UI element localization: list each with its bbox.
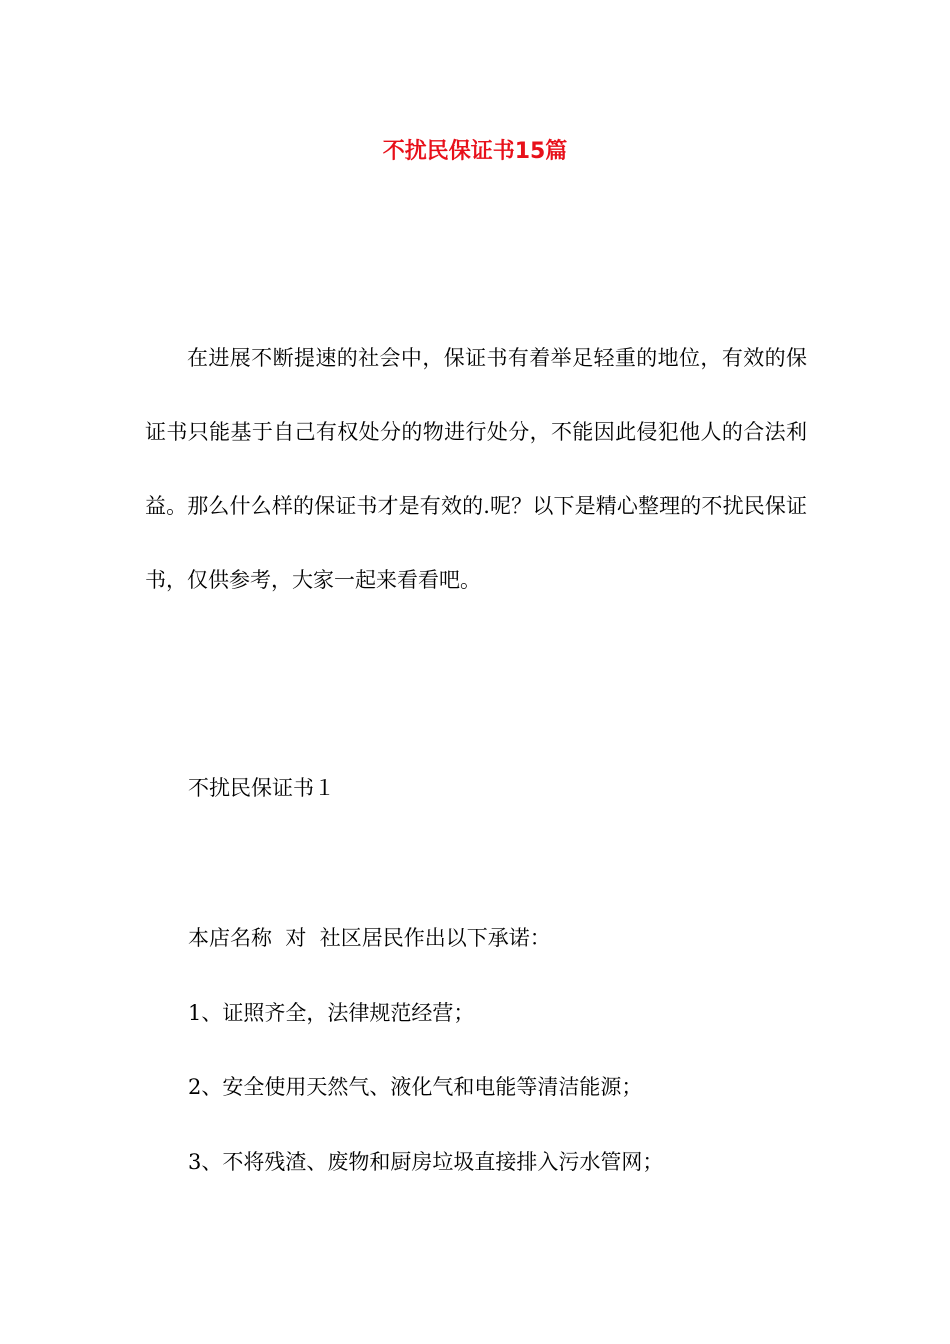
pledge-item-3: 3、不将残渣、废物和厨房垃圾直接排入污水管网； [188,1150,664,1174]
section-heading: 不扰民保证书１ [188,776,335,800]
pledge-item-2: 2、安全使用天然气、液化气和电能等清洁能源； [188,1075,643,1099]
document-title: 不扰民保证书15篇 [382,139,568,164]
pledge-intro: 本店名称 对 社区居民作出以下承诺： [188,926,551,950]
pledge-item-1: 1、证照齐全，法律规范经营； [188,1001,475,1025]
intro-paragraph: 在进展不断提速的社会中，保证书有着举足轻重的地位，有效的保证书只能基于自己有权处分的物进行处分，不能因此侵犯他人的合法利益。那么什么样的保证书才是有效的.呢？以下是精心整理的不扰民保证书，仅供参考，大家一起来看看吧。 [145,346,807,592]
